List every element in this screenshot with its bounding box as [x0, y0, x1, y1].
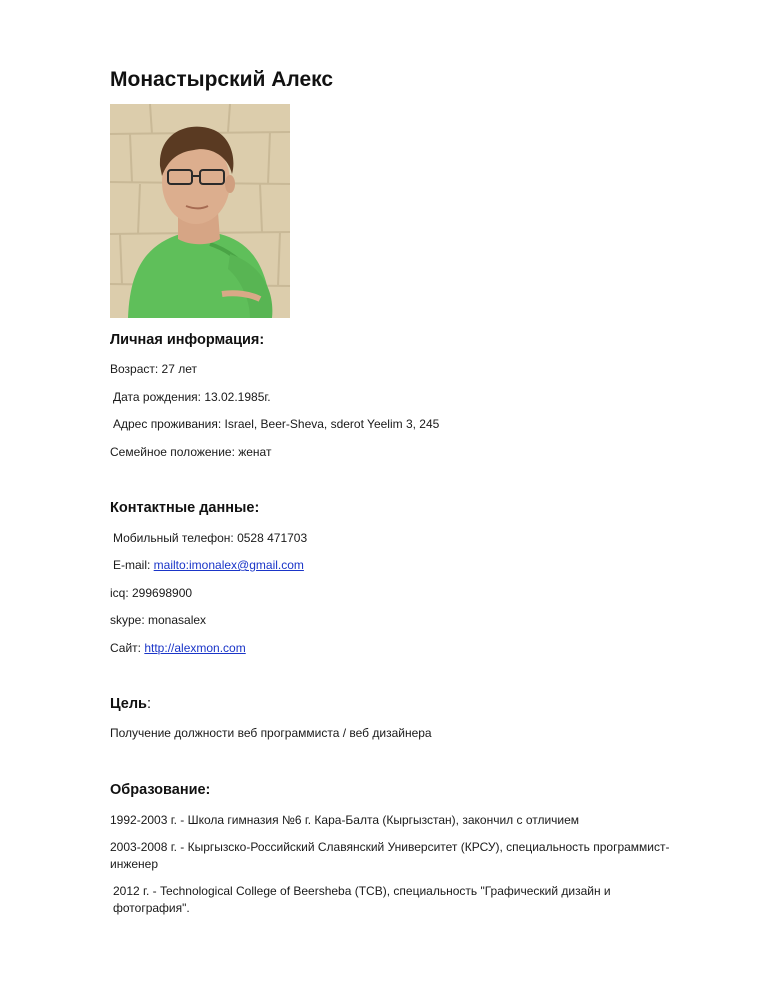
email-line	[113, 558, 304, 572]
birthdate-text: Дата рождения: 13.02.1985г.	[113, 390, 271, 404]
resume-name: Монастырский Алекс	[110, 68, 334, 91]
goal-text: Получение должности веб программиста / веб дизайнера	[110, 726, 432, 740]
contacts-heading: Контактные данные:	[110, 500, 260, 516]
address-text: Адрес проживания: Israel, Beer-Sheva, sderot Yeelim 3, 245	[113, 417, 440, 431]
goal-heading-line	[110, 696, 151, 712]
marital-status-text: Семейное положение: женат	[110, 445, 272, 459]
goal-heading: Цель	[110, 696, 147, 712]
skype-text: skype: monasalex	[110, 613, 207, 627]
email-label: E-mail:	[113, 558, 154, 572]
profile-photo	[110, 104, 290, 318]
site-link[interactable]: http://alexmon.com	[144, 641, 246, 655]
education-item: 1992-2003 г. - Школа гимназия №6 г. Кара-Балта (Кыргызстан), закончил с отличием	[110, 813, 580, 827]
education-item: 2012 г. - Technological College of Beersheba (TCB), специальность "Графический дизайн и фотография".	[113, 884, 611, 915]
site-label: Сайт:	[110, 641, 145, 655]
personal-info-heading: Личная информация:	[110, 332, 265, 348]
email-link[interactable]: mailto:imonalex@gmail.com	[153, 558, 304, 572]
education-heading: Образование:	[110, 782, 211, 798]
icq-text: icq: 299698900	[110, 586, 193, 600]
site-line	[110, 641, 246, 655]
age-text: Возраст: 27 лет	[110, 362, 198, 376]
education-item: 2003-2008 г. - Кыргызско-Российский Славянский Университет (КРСУ), специальность программист-инженер	[110, 840, 670, 871]
phone-text: Мобильный телефон: 0528 471703	[113, 531, 308, 545]
goal-heading-colon: :	[146, 696, 151, 712]
